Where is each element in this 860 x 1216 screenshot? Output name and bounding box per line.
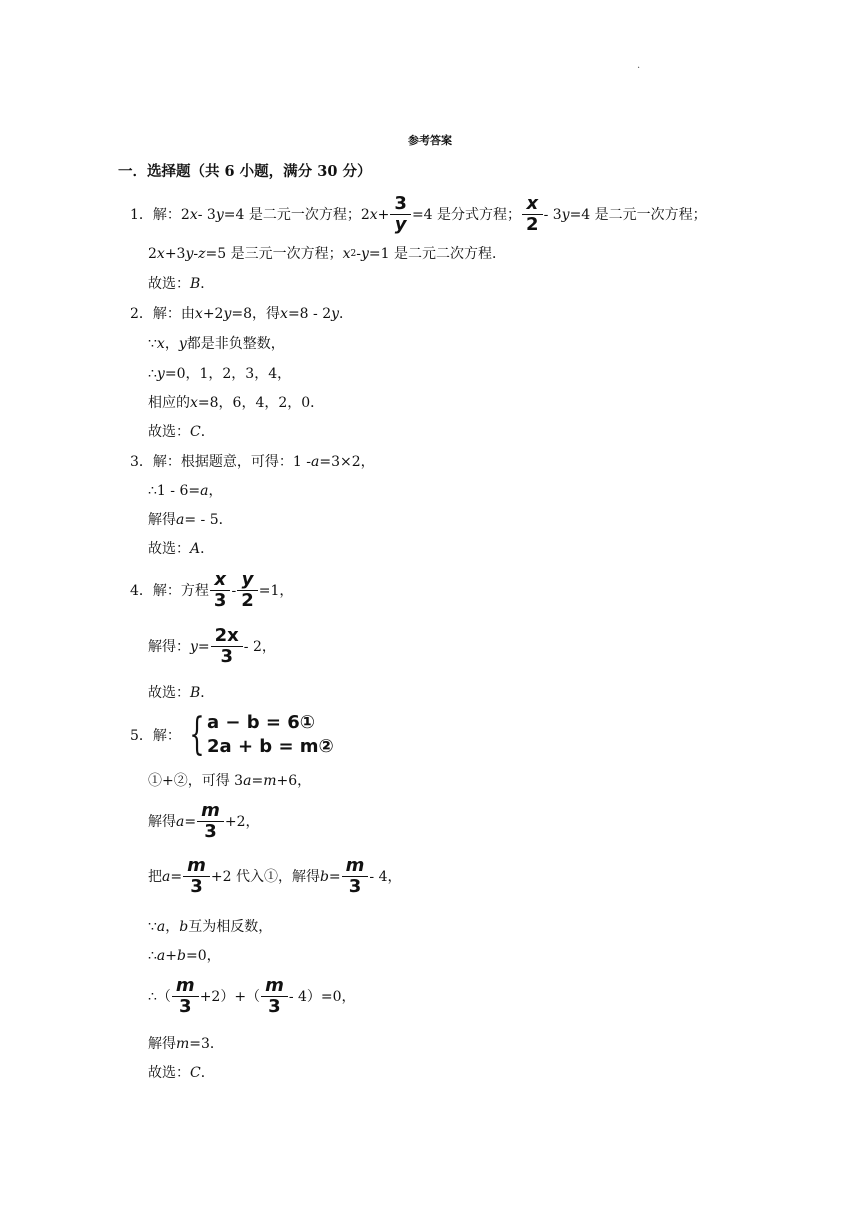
q5-line-8: 解得 m =3．	[148, 1036, 224, 1052]
fraction-2x-over-3: $\frac{2x}{3}$	[211, 626, 243, 667]
q5-line-7: ∴（ $\frac{m}{3}$ +2）+（ $\frac{m}{3}$ - 4）=0，	[148, 975, 356, 1017]
q3-line-2: ∴1 - 6= a ，	[148, 483, 223, 499]
equation-2: 2a + b = m②	[207, 736, 334, 757]
q2-line-4: 相应的 x =8，6，4，2，0．	[148, 395, 325, 411]
fraction-m-over-3: $\frac{m}{3}$	[342, 856, 369, 897]
fraction-m-over-3: $\frac{m}{3}$	[261, 976, 288, 1017]
fraction-3-over-y: $\frac{3}{y}$	[390, 194, 411, 235]
fraction-x-over-2: $\frac{x}{2}$	[522, 194, 543, 235]
q5-line-6: ∴ a + b =0，	[148, 948, 221, 964]
header-dot: .	[637, 60, 641, 71]
q4-line-1: 4． 解：方程 $\frac{x}{3}$ - $\frac{y}{2}$ =1，	[130, 569, 294, 611]
q3-line-3: 解得 a = - 5．	[148, 512, 233, 528]
q2-line-2: ∵ x ， y 都是非负整数，	[148, 336, 285, 352]
fraction-x-over-3: $\frac{x}{3}$	[210, 570, 231, 611]
q2-line-3: ∴ y =0，1，2，3，4，	[148, 366, 292, 382]
q5-line-1: 5． 解：	[130, 728, 181, 744]
q2-line-1: 2． 解：由 x +2 y =8，得 x =8 - 2 y ．	[130, 306, 354, 322]
q3-answer: 故选： A ．	[148, 541, 215, 557]
q1-line-1: 1． 解：2 x - 3 y =4 是二元一次方程；2 x + $\frac{3}{y}$ =4 是分式方程； $\frac{x}{2}$ - 3 y =4 是二元一次方程；	[130, 193, 707, 235]
q5-line-3: 解得 a = $\frac{m}{3}$ +2，	[148, 800, 260, 842]
q5-line-5: ∵ a ， b 互为相反数，	[148, 919, 273, 935]
q1-line-2: 2 x +3 y - z =5 是三元一次方程； x 2 - y =1 是二元二次方程．	[148, 246, 506, 262]
fraction-y-over-2: $\frac{y}{2}$	[237, 570, 258, 611]
q5-line-2: ①+②，可得 3 a = m +6，	[148, 773, 312, 789]
page-title: 参考答案	[408, 134, 452, 147]
q3-line-1: 3． 解：根据题意，可得：1 - a =3×2，	[130, 454, 375, 470]
section-heading: 一．选择题（共 6 小题，满分 30 分）	[118, 163, 372, 180]
fraction-m-over-3: $\frac{m}{3}$	[172, 976, 199, 1017]
brace-symbol: {	[189, 709, 205, 760]
q5-line-4: 把 a = $\frac{m}{3}$ +2 代入①，解得 b = $\frac{m}{3}$ - 4，	[148, 855, 402, 897]
q5-answer: 故选： C ．	[148, 1065, 215, 1081]
equation-1: a − b = 6①	[207, 712, 316, 733]
q1-answer: 故选： B ．	[148, 276, 215, 292]
q2-answer: 故选： C ．	[148, 424, 215, 440]
q4-answer: 故选： B ．	[148, 685, 215, 701]
equation-system	[183, 709, 334, 760]
fraction-m-over-3: $\frac{m}{3}$	[197, 801, 224, 842]
fraction-m-over-3: $\frac{m}{3}$	[183, 856, 210, 897]
q4-line-2: 解得： y = $\frac{2x}{3}$ - 2，	[148, 625, 276, 667]
